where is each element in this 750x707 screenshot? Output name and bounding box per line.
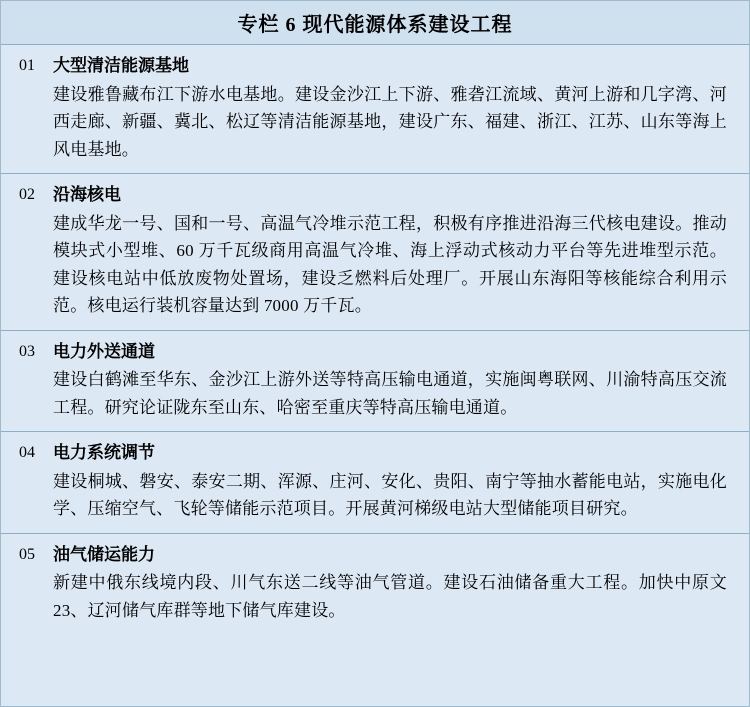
row-text: 建设白鹤滩至华东、金沙江上游外送等特高压输电通道，实施闽粤联网、川渝特高压交流工程。研究论证陇东至山东、哈密至重庆等特高压输电通道。 — [53, 370, 727, 417]
row-text: 建设桐城、磐安、泰安二期、浑源、庄河、安化、贵阳、南宁等抽水蓄能电站，实施电化学、压缩空气、飞轮等储能示范项目。开展黄河梯级电站大型储能项目研究。 — [53, 471, 727, 519]
row-number: 05 — [19, 545, 35, 563]
row-heading: 电力外送通道 — [53, 341, 155, 361]
row-number: 02 — [19, 186, 35, 204]
row-number: 03 — [19, 342, 35, 360]
row-heading: 电力系统调节 — [53, 443, 155, 463]
row-text: 新建中俄东线境内段、川气东送二线等油气管道。建设石油储备重大工程。加快中原文 23、辽河储气库群等地下储气库建设。 — [53, 573, 727, 620]
row-number: 01 — [19, 57, 35, 74]
row-heading: 大型清洁能源基地 — [53, 56, 189, 75]
table-row — [1, 174, 749, 331]
row-body — [53, 53, 739, 163]
box-rows — [1, 45, 749, 706]
table-row — [1, 45, 749, 174]
row-text: 建成华龙一号、国和一号、高温气冷堆示范工程，积极有序推进沿海三代核电建设。推动模块式小型堆、60 万千瓦级商用高温气冷堆、海上浮动式核动力平台等先进堆型示范。建设核电站中低放废物处置场，建设乏燃料后处理厂。开展山东海阳等核能综合利用示范。核电运行装机容量达到 7000 万千瓦。 — [53, 213, 727, 316]
row-heading: 油气储运能力 — [53, 544, 155, 564]
row-body — [53, 182, 739, 320]
row-body — [53, 440, 739, 523]
table-row — [1, 432, 749, 534]
row-body — [53, 339, 739, 422]
row-number: 04 — [19, 444, 35, 462]
row-body — [53, 542, 739, 625]
table-row — [1, 331, 749, 433]
table-row — [1, 534, 749, 635]
row-text: 建设雅鲁藏布江下游水电基地。建设金沙江上下游、雅砻江流域、黄河上游和几字湾、河西走廊、新疆、冀北、松辽等清洁能源基地，建设广东、福建、浙江、江苏、山东等海上风电基地。 — [53, 84, 727, 159]
box-title: 专栏 6 现代能源体系建设工程 — [237, 14, 513, 36]
row-heading: 沿海核电 — [53, 185, 121, 205]
box-title-bar — [1, 1, 749, 45]
